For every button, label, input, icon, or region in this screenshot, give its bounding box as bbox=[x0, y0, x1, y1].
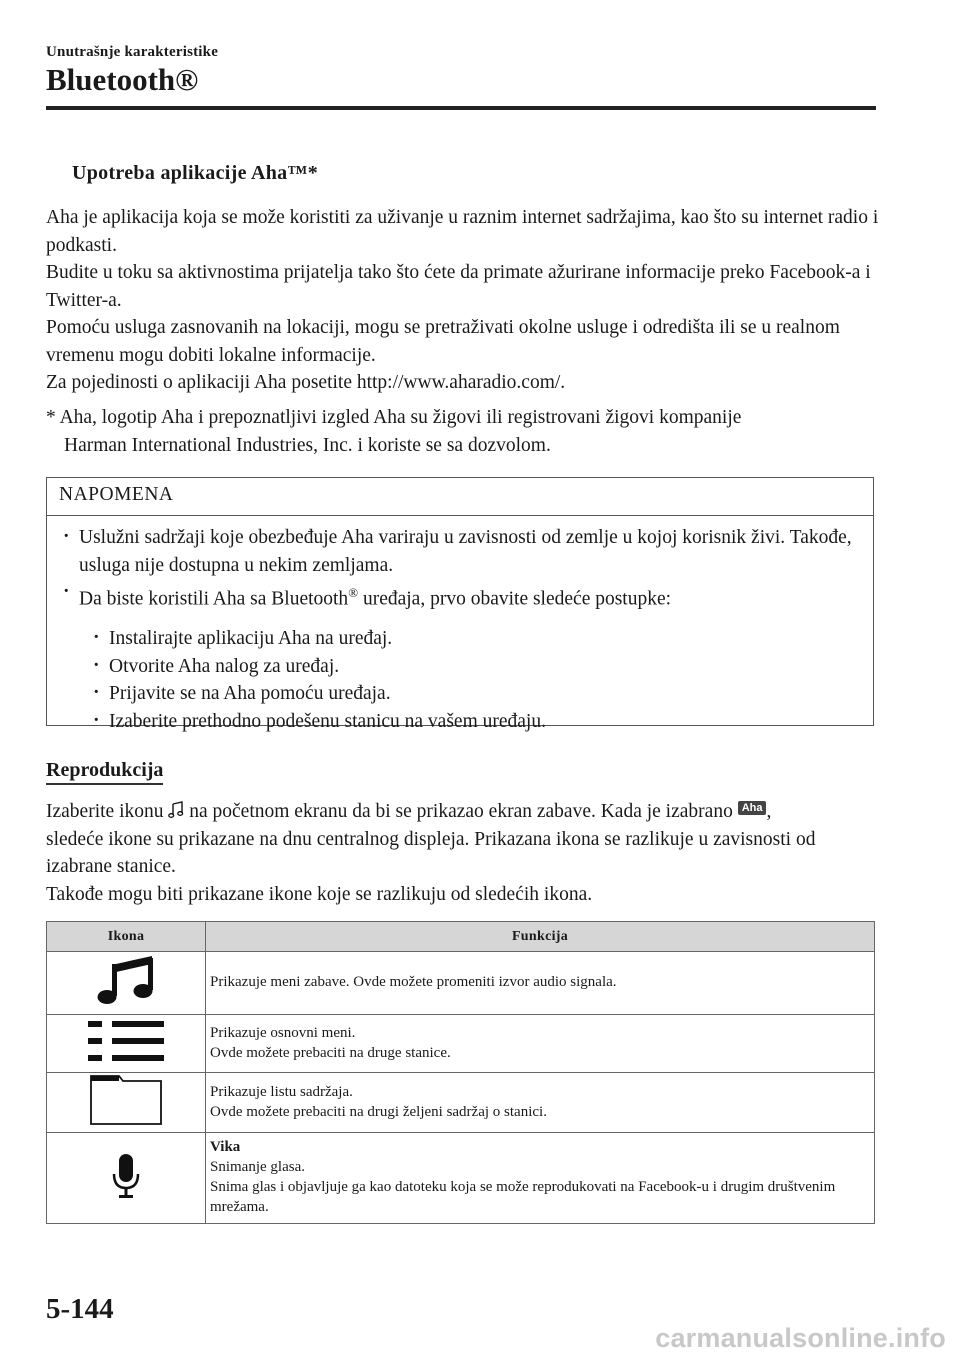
note-step: · Izaberite prethodno podešenu stanicu na vašem uređaju. bbox=[59, 708, 861, 736]
function-description: Snima glas i objavljuje ga kao datoteku koja se može reprodukovati na Facebook-u i drugim društvenim mrežama. bbox=[210, 1179, 836, 1215]
table-row bbox=[47, 1133, 875, 1224]
paragraph: Pomoću usluga zasnovanih na lokaciji, mogu se pretraživati okolne usluge i odredišta ili se u realnom vremenu mogu dobiti lokalne informacije. bbox=[46, 317, 840, 366]
music-note-icon bbox=[168, 801, 184, 819]
function-description: Prikazuje listu sadržaja. bbox=[210, 1083, 353, 1100]
section-label: Unutrašnje karakteristike bbox=[46, 44, 219, 60]
reprodukcija-heading: Reprodukcija bbox=[46, 759, 163, 785]
table-row bbox=[47, 952, 875, 1015]
header-rule bbox=[46, 106, 876, 110]
folder-icon bbox=[89, 1074, 163, 1126]
footnote-text: Aha, logotip Aha i prepoznatljivi izgled Aha su žigovi ili registrovani žigovi kompanije bbox=[59, 407, 742, 428]
watermark: carmanualsonline.info bbox=[655, 1323, 946, 1353]
column-header-function: Funkcija bbox=[206, 922, 875, 952]
note-title: NAPOMENA bbox=[47, 478, 873, 516]
aha-description bbox=[46, 204, 886, 397]
icon-function-table bbox=[46, 921, 875, 1224]
music-note-icon bbox=[94, 954, 158, 1008]
note-bullet: · Da biste koristili Aha sa Bluetooth® uređaja, prvo obavite sledeće postupke: bbox=[59, 579, 861, 613]
note-step: · Instalirajte aplikaciju Aha na uređaj. bbox=[59, 625, 861, 653]
note-body bbox=[47, 516, 873, 735]
page-number: 5-144 bbox=[46, 1293, 114, 1325]
aha-badge: Aha bbox=[738, 801, 767, 815]
function-description: Prikazuje osnovni meni. bbox=[210, 1024, 356, 1041]
table-row bbox=[47, 1073, 875, 1133]
note-bullet: · Uslužni sadržaji koje obezbeđuje Aha variraju u zavisnosti od zemlje u kojoj korisnik živi. Takođe, usluga nije dostupna u nekim zemljama. bbox=[59, 524, 861, 579]
footnote-mark: * bbox=[46, 407, 56, 428]
function-description: Ovde možete prebaciti na druge stanice. bbox=[210, 1044, 451, 1061]
function-description: Prikazuje meni zabave. Ovde možete promeniti izvor audio signala. bbox=[210, 974, 617, 990]
function-description: Ovde možete prebaciti na drugi željeni sadržaj o stanici. bbox=[210, 1103, 547, 1120]
note-box bbox=[46, 477, 874, 732]
trademark-footnote bbox=[46, 404, 876, 459]
registered-mark: ® bbox=[348, 585, 359, 600]
function-title: Vika bbox=[210, 1139, 241, 1155]
function-description: Snimanje glasa. bbox=[210, 1159, 305, 1175]
table-row bbox=[47, 1015, 875, 1073]
list-menu-icon bbox=[86, 1018, 166, 1064]
paragraph: Budite u toku sa aktivnostima prijatelja tako što ćete da primate ažurirane informacije preko Facebook-a i Twitter-a. bbox=[46, 262, 871, 311]
note-step: · Otvorite Aha nalog za uređaj. bbox=[59, 653, 861, 681]
aha-heading: Upotreba aplikacije Aha™* bbox=[72, 162, 319, 184]
chapter-title: Bluetooth® bbox=[46, 62, 199, 97]
footnote-text: Harman International Industries, Inc. i koriste se sa dozvolom. bbox=[64, 434, 551, 456]
column-header-icon: Ikona bbox=[47, 922, 206, 952]
note-step: · Prijavite se na Aha pomoću uređaja. bbox=[59, 680, 861, 708]
microphone-icon bbox=[111, 1152, 141, 1200]
reprodukcija-text: Izaberite ikonu na početnom ekranu da bi se prikazao ekran zabave. Kada je izabrano Aha , sledeće ikone su prikazane na dnu centralnog displeja. Prikazana ikona se razlikuje u zavisnosti od izabrane stanice. Takođe mogu biti prikazane ikone koje se razlikuju od sledećih ikona. bbox=[46, 801, 816, 905]
paragraph: Za pojedinosti o aplikaciji Aha posetite http://www.aharadio.com/. bbox=[46, 372, 566, 393]
paragraph: Aha je aplikacija koja se može koristiti za uživanje u raznim internet sadržajima, kao što su internet radio i podkasti. bbox=[46, 207, 879, 256]
